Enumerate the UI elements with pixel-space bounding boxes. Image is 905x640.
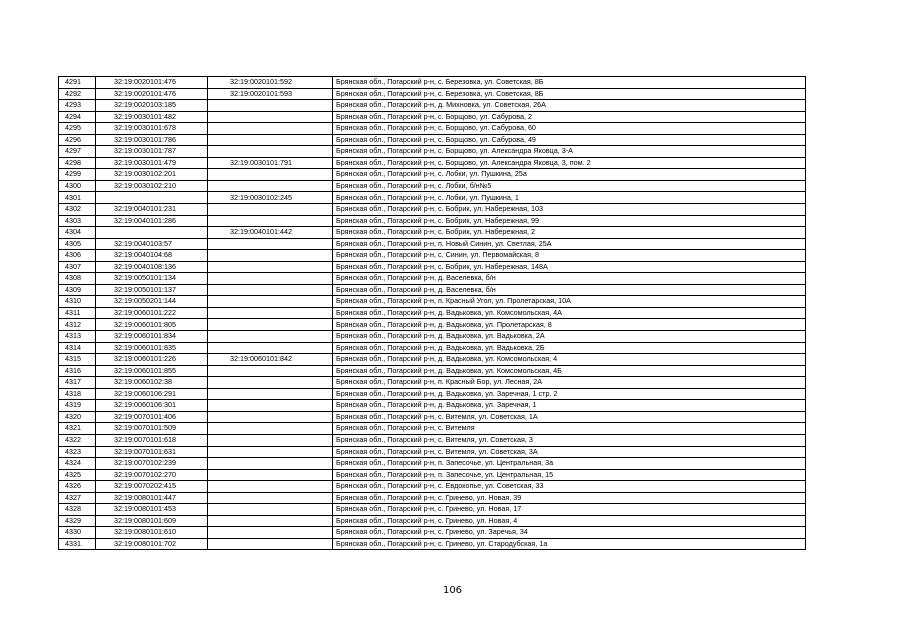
row-number-cell: 4296 <box>59 134 96 146</box>
object-cadastral-number-cell <box>208 319 333 331</box>
object-cadastral-number-cell <box>208 134 333 146</box>
address-cell: Брянская обл., Погарский р-н, с. Березовка, ул. Советская, 8Б <box>333 77 806 89</box>
table-row <box>59 492 806 504</box>
table-row <box>59 100 806 112</box>
object-cadastral-number-cell <box>208 504 333 516</box>
row-number-cell: 4305 <box>59 238 96 250</box>
table-row <box>59 180 806 192</box>
address-cell: Брянская обл., Погарский р-н, д. Вадьковка, ул. Пролетарская, 8 <box>333 319 806 331</box>
row-number-cell: 4322 <box>59 434 96 446</box>
address-cell: Брянская обл., Погарский р-н, п. Красный Бор, ул. Лесная, 2А <box>333 377 806 389</box>
object-cadastral-number-cell <box>208 515 333 527</box>
table-row <box>59 192 806 204</box>
table-row <box>59 273 806 285</box>
table-row <box>59 88 806 100</box>
address-cell: Брянская обл., Погарский р-н, с. Бобрик, ул. Набережная, 148А <box>333 261 806 273</box>
object-cadastral-number-cell <box>208 423 333 435</box>
row-number-cell: 4291 <box>59 77 96 89</box>
cadastral-number-cell: 32:19:0030101:482 <box>96 111 208 123</box>
row-number-cell: 4297 <box>59 146 96 158</box>
row-number-cell: 4301 <box>59 192 96 204</box>
table-row <box>59 284 806 296</box>
table-row <box>59 227 806 239</box>
row-number-cell: 4328 <box>59 504 96 516</box>
table-row <box>59 261 806 273</box>
cadastral-number-cell <box>96 192 208 204</box>
address-cell: Брянская обл., Погарский р-н, с. Гринево, ул. Новая, 17 <box>333 504 806 516</box>
table-row <box>59 250 806 262</box>
row-number-cell: 4331 <box>59 538 96 550</box>
table-row <box>59 296 806 308</box>
row-number-cell: 4313 <box>59 331 96 343</box>
cadastral-number-cell: 32:19:0030101:787 <box>96 146 208 158</box>
table-row <box>59 157 806 169</box>
address-cell: Брянская обл., Погарский р-н, с. Лобки, ул. Пушкина, 25а <box>333 169 806 181</box>
table-row <box>59 77 806 89</box>
row-number-cell: 4327 <box>59 492 96 504</box>
object-cadastral-number-cell <box>208 527 333 539</box>
cadastral-number-cell: 32:19:0030101:479 <box>96 157 208 169</box>
cadastral-number-cell: 32:19:0060106:301 <box>96 400 208 412</box>
address-cell: Брянская обл., Погарский р-н, п. Красный Угол, ул. Пролетарская, 10А <box>333 296 806 308</box>
row-number-cell: 4317 <box>59 377 96 389</box>
row-number-cell: 4299 <box>59 169 96 181</box>
object-cadastral-number-cell <box>208 331 333 343</box>
table-row <box>59 538 806 550</box>
table-row <box>59 388 806 400</box>
row-number-cell: 4321 <box>59 423 96 435</box>
table-row <box>59 377 806 389</box>
row-number-cell: 4308 <box>59 273 96 285</box>
row-number-cell: 4324 <box>59 458 96 470</box>
cadastral-number-cell: 32:19:0060106:291 <box>96 388 208 400</box>
cadastral-number-cell: 32:19:0050201:144 <box>96 296 208 308</box>
row-number-cell: 4310 <box>59 296 96 308</box>
table-row <box>59 423 806 435</box>
object-cadastral-number-cell <box>208 284 333 296</box>
row-number-cell: 4312 <box>59 319 96 331</box>
object-cadastral-number-cell <box>208 180 333 192</box>
row-number-cell: 4316 <box>59 365 96 377</box>
row-number-cell: 4300 <box>59 180 96 192</box>
page-number: 106 <box>442 585 463 596</box>
object-cadastral-number-cell <box>208 273 333 285</box>
table-row <box>59 146 806 158</box>
address-cell: Брянская обл., Погарский р-н, с. Борщово, ул. Александра Яковца, 3-А <box>333 146 806 158</box>
object-cadastral-number-cell <box>208 204 333 216</box>
object-cadastral-number-cell <box>208 123 333 135</box>
address-cell: Брянская обл., Погарский р-н, д. Вадьковка, ул. Заречная, 1 <box>333 400 806 412</box>
cadastral-number-cell: 32:19:0070101:509 <box>96 423 208 435</box>
address-cell: Брянская обл., Погарский р-н, п. Запесочье, ул. Центральная, 15 <box>333 469 806 481</box>
address-cell: Брянская обл., Погарский р-н, д. Вадьковка, ул. Комсомольская, 4 <box>333 354 806 366</box>
table-row <box>59 319 806 331</box>
object-cadastral-number-cell: 32:19:0020101:593 <box>208 88 333 100</box>
table-row <box>59 238 806 250</box>
address-cell: Брянская обл., Погарский р-н, д. Вадьковка, ул. Комсомольская, 4А <box>333 307 806 319</box>
object-cadastral-number-cell <box>208 215 333 227</box>
object-cadastral-number-cell <box>208 296 333 308</box>
cadastral-number-cell: 32:19:0060102:38 <box>96 377 208 389</box>
address-cell: Брянская обл., Погарский р-н, п. Запесочье, ул. Центральная, 3а <box>333 458 806 470</box>
table-row <box>59 365 806 377</box>
table-row <box>59 434 806 446</box>
object-cadastral-number-cell <box>208 238 333 250</box>
row-number-cell: 4326 <box>59 481 96 493</box>
address-cell: Брянская обл., Погарский р-н, с. Витемля <box>333 423 806 435</box>
cadastral-number-cell: 32:19:0080101:453 <box>96 504 208 516</box>
cadastral-number-cell: 32:19:0020101:476 <box>96 88 208 100</box>
row-number-cell: 4306 <box>59 250 96 262</box>
object-cadastral-number-cell: 32:19:0040101:442 <box>208 227 333 239</box>
cadastral-number-cell: 32:19:0080101:610 <box>96 527 208 539</box>
row-number-cell: 4307 <box>59 261 96 273</box>
cadastral-number-cell: 32:19:0060101:834 <box>96 331 208 343</box>
address-cell: Брянская обл., Погарский р-н, с. Борщово, ул. Александра Яковца, 3, пом. 2 <box>333 157 806 169</box>
row-number-cell: 4295 <box>59 123 96 135</box>
address-cell: Брянская обл., Погарский р-н, с. Бобрик, ул. Набережная, 2 <box>333 227 806 239</box>
address-cell: Брянская обл., Погарский р-н, с. Гринево, ул. Стародубская, 1а <box>333 538 806 550</box>
cadastral-number-cell: 32:19:0030102:210 <box>96 180 208 192</box>
table-row <box>59 446 806 458</box>
table-row <box>59 504 806 516</box>
object-cadastral-number-cell: 32:19:0030101:791 <box>208 157 333 169</box>
table-row <box>59 215 806 227</box>
address-cell: Брянская обл., Погарский р-н, с. Лобки, б/н№5 <box>333 180 806 192</box>
table-row <box>59 169 806 181</box>
table-row <box>59 400 806 412</box>
address-cell: Брянская обл., Погарский р-н, с. Витемля, ул. Советская, 3А <box>333 446 806 458</box>
cadastral-number-cell: 32:19:0030101:678 <box>96 123 208 135</box>
address-cell: Брянская обл., Погарский р-н, с. Борщово, ул. Сабурова, 49 <box>333 134 806 146</box>
cadastral-number-cell: 32:19:0050101:137 <box>96 284 208 296</box>
table-row <box>59 527 806 539</box>
address-cell: Брянская обл., Погарский р-н, с. Гринево, ул. Новая, 39 <box>333 492 806 504</box>
address-cell: Брянская обл., Погарский р-н, с. Гринево, ул. Заречья, 34 <box>333 527 806 539</box>
row-number-cell: 4298 <box>59 157 96 169</box>
table-row <box>59 331 806 343</box>
registry-table <box>58 76 806 550</box>
row-number-cell: 4330 <box>59 527 96 539</box>
object-cadastral-number-cell <box>208 377 333 389</box>
cadastral-number-cell: 32:19:0070101:406 <box>96 411 208 423</box>
object-cadastral-number-cell <box>208 481 333 493</box>
address-cell: Брянская обл., Погарский р-н, с. Борщово, ул. Сабурова, 60 <box>333 123 806 135</box>
address-cell: Брянская обл., Погарский р-н, д. Вадьковка, ул. Вадьковка, 2А <box>333 331 806 343</box>
object-cadastral-number-cell <box>208 400 333 412</box>
row-number-cell: 4304 <box>59 227 96 239</box>
row-number-cell: 4311 <box>59 307 96 319</box>
row-number-cell: 4323 <box>59 446 96 458</box>
cadastral-number-cell: 32:19:0060101:835 <box>96 342 208 354</box>
row-number-cell: 4294 <box>59 111 96 123</box>
row-number-cell: 4309 <box>59 284 96 296</box>
table-row <box>59 307 806 319</box>
address-cell: Брянская обл., Погарский р-н, с. Гринево, ул. Новая, 4 <box>333 515 806 527</box>
object-cadastral-number-cell <box>208 261 333 273</box>
row-number-cell: 4325 <box>59 469 96 481</box>
address-cell: Брянская обл., Погарский р-н, д. Васелевка, б/н <box>333 284 806 296</box>
object-cadastral-number-cell <box>208 146 333 158</box>
cadastral-number-cell: 32:19:0040104:68 <box>96 250 208 262</box>
object-cadastral-number-cell <box>208 100 333 112</box>
cadastral-number-cell: 32:19:0040103:57 <box>96 238 208 250</box>
table-row <box>59 123 806 135</box>
cadastral-number-cell: 32:19:0080101:702 <box>96 538 208 550</box>
row-number-cell: 4302 <box>59 204 96 216</box>
address-cell: Брянская обл., Погарский р-н, с. Витемля, ул. Советская, 1А <box>333 411 806 423</box>
row-number-cell: 4303 <box>59 215 96 227</box>
object-cadastral-number-cell <box>208 111 333 123</box>
object-cadastral-number-cell <box>208 492 333 504</box>
address-cell: Брянская обл., Погарский р-н, с. Бобрик, ул. Набережная, 103 <box>333 204 806 216</box>
table-row <box>59 111 806 123</box>
address-cell: Брянская обл., Погарский р-н, с. Евдокопье, ул. Советская, 33 <box>333 481 806 493</box>
address-cell: Брянская обл., Погарский р-н, с. Березовка, ул. Советская, 8Б <box>333 88 806 100</box>
cadastral-number-cell: 32:19:0070101:618 <box>96 434 208 446</box>
cadastral-number-cell: 32:19:0040101:286 <box>96 215 208 227</box>
address-cell: Брянская обл., Погарский р-н, с. Бобрик, ул. Набережная, 99 <box>333 215 806 227</box>
object-cadastral-number-cell <box>208 469 333 481</box>
cadastral-number-cell <box>96 227 208 239</box>
row-number-cell: 4292 <box>59 88 96 100</box>
table-row <box>59 515 806 527</box>
address-cell: Брянская обл., Погарский р-н, п. Новый Синин, ул. Светлая, 25А <box>333 238 806 250</box>
table-row <box>59 469 806 481</box>
cadastral-number-cell: 32:19:0020103:185 <box>96 100 208 112</box>
object-cadastral-number-cell <box>208 538 333 550</box>
object-cadastral-number-cell <box>208 411 333 423</box>
cadastral-number-cell: 32:19:0060101:855 <box>96 365 208 377</box>
object-cadastral-number-cell: 32:19:0030102:245 <box>208 192 333 204</box>
address-cell: Брянская обл., Погарский р-н, д. Вадьковка, ул. Заречная, 1 стр. 2 <box>333 388 806 400</box>
address-cell: Брянская обл., Погарский р-н, д. Вадьковка, ул. Вадьковка, 2Б <box>333 342 806 354</box>
address-cell: Брянская обл., Погарский р-н, с. Синин, ул. Первомайская, 8 <box>333 250 806 262</box>
cadastral-number-cell: 32:19:0050101:134 <box>96 273 208 285</box>
table-row <box>59 411 806 423</box>
registry-table-body <box>59 77 806 550</box>
address-cell: Брянская обл., Погарский р-н, с. Витемля, ул. Советская, 3 <box>333 434 806 446</box>
object-cadastral-number-cell: 32:19:0060101:842 <box>208 354 333 366</box>
row-number-cell: 4320 <box>59 411 96 423</box>
cadastral-number-cell: 32:19:0060101:226 <box>96 354 208 366</box>
table-row <box>59 342 806 354</box>
cadastral-number-cell: 32:19:0040108:136 <box>96 261 208 273</box>
cadastral-number-cell: 32:19:0060101:805 <box>96 319 208 331</box>
row-number-cell: 4318 <box>59 388 96 400</box>
cadastral-number-cell: 32:19:0070102:270 <box>96 469 208 481</box>
cadastral-number-cell: 32:19:0030102:201 <box>96 169 208 181</box>
object-cadastral-number-cell <box>208 434 333 446</box>
cadastral-number-cell: 32:19:0080101:609 <box>96 515 208 527</box>
row-number-cell: 4314 <box>59 342 96 354</box>
table-row <box>59 458 806 470</box>
table-row <box>59 204 806 216</box>
address-cell: Брянская обл., Погарский р-н, с. Лобки, ул. Пушкина, 1 <box>333 192 806 204</box>
object-cadastral-number-cell <box>208 446 333 458</box>
cadastral-number-cell: 32:19:0070202:415 <box>96 481 208 493</box>
object-cadastral-number-cell <box>208 307 333 319</box>
cadastral-number-cell: 32:19:0040101:231 <box>96 204 208 216</box>
row-number-cell: 4329 <box>59 515 96 527</box>
table-row <box>59 354 806 366</box>
row-number-cell: 4293 <box>59 100 96 112</box>
row-number-cell: 4315 <box>59 354 96 366</box>
object-cadastral-number-cell <box>208 250 333 262</box>
address-cell: Брянская обл., Погарский р-н, д. Михновка, ул. Советская, 26А <box>333 100 806 112</box>
cadastral-number-cell: 32:19:0070101:631 <box>96 446 208 458</box>
cadastral-number-cell: 32:19:0070102:239 <box>96 458 208 470</box>
object-cadastral-number-cell <box>208 388 333 400</box>
address-cell: Брянская обл., Погарский р-н, д. Вадьковка, ул. Комсомольская, 4Б <box>333 365 806 377</box>
cadastral-number-cell: 32:19:0060101:222 <box>96 307 208 319</box>
table-row <box>59 481 806 493</box>
object-cadastral-number-cell: 32:19:0020101:592 <box>208 77 333 89</box>
cadastral-number-cell: 32:19:0030101:786 <box>96 134 208 146</box>
cadastral-number-cell: 32:19:0020101:476 <box>96 77 208 89</box>
object-cadastral-number-cell <box>208 169 333 181</box>
address-cell: Брянская обл., Погарский р-н, д. Васелевка, б/н <box>333 273 806 285</box>
object-cadastral-number-cell <box>208 342 333 354</box>
address-cell: Брянская обл., Погарский р-н, с. Борщово, ул. Сабурова, 2 <box>333 111 806 123</box>
table-row <box>59 134 806 146</box>
object-cadastral-number-cell <box>208 365 333 377</box>
cadastral-number-cell: 32:19:0080101:447 <box>96 492 208 504</box>
row-number-cell: 4319 <box>59 400 96 412</box>
object-cadastral-number-cell <box>208 458 333 470</box>
